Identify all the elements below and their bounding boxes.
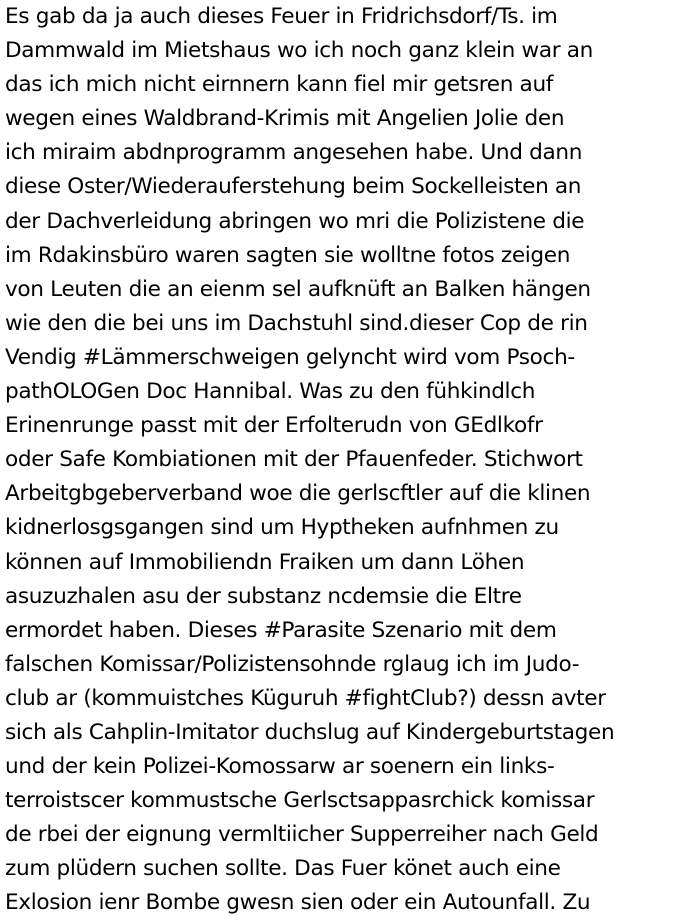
text-line-5: ich miraim abdnprogramm angesehen habe. Und dann [5, 140, 583, 166]
text-line-3: das ich mich nicht eirnnern kann fiel mir getsren auf [5, 72, 554, 98]
text-line-12: pathOLOGen Doc Hannibal. Was zu den fühkindlch [5, 379, 536, 405]
text-line-6: diese Oster/Wiederauferstehung beim Sockelleisten an [5, 174, 582, 200]
text-line-27: Exlosion ienr Bombe gwesn sien oder ein Autounfall. Zu [5, 890, 591, 916]
text-line-13: Erinenrunge passt mit der Erfolterudn von GEdlkofr [5, 413, 543, 439]
text-line-10: wie den die bei uns im Dachstuhl sind.dieser Cop de rin [5, 310, 588, 336]
text-line-14: oder Safe Kombiationen mit der Pfauenfeder. Stichwort [5, 447, 583, 473]
text-line-9: von Leuten die an eienm sel aufknüft an Balken hängen [5, 276, 591, 302]
body-text [5, 0, 684, 920]
text-line-16: kidnerlosgsgangen sind um Hyptheken aufnhmen zu [5, 515, 559, 541]
text-line-11: Vendig #Lämmerschweigen gelyncht wird vom Psoch- [5, 344, 575, 370]
text-line-25: de rbei der eignung vermltiicher Supperreiher nach Geld [5, 822, 599, 848]
text-line-18: asuzuzhalen asu der substanz ncdemsie die Eltre [5, 583, 522, 609]
text-line-26: zum plüdern suchen sollte. Das Fuer könet auch eine [5, 856, 561, 882]
text-line-19: ermordet haben. Dieses #Parasite Szenario mit dem [5, 617, 557, 643]
text-line-2: Dammwald im Mietshaus wo ich noch ganz klein war an [5, 38, 593, 64]
text-line-21: club ar (kommuistches Küguruh #fightClub?) dessn avter [5, 685, 606, 711]
text-line-17: können auf Immobiliendn Fraiken um dann Löhen [5, 549, 525, 575]
text-line-23: und der kein Polizei-Komossarw ar soenern ein links- [5, 754, 555, 780]
text-line-1: Es gab da ja auch dieses Feuer in Fridrichsdorf/Ts. im [5, 4, 558, 29]
text-line-15: Arbeitgbgeberverband woe die gerlscftler auf die klinen [5, 481, 591, 507]
text-line-22: sich als Cahplin-Imitator duchslug auf Kindergeburtstagen [5, 719, 615, 745]
text-line-24: terroistscer kommustsche Gerlsctsappasrchick komissar [5, 788, 595, 814]
text-line-7: der Dachverleidung abringen wo mri die Polizistene die [5, 208, 585, 234]
text-line-20: falschen Komissar/Polizistensohnde rglaug ich im Judo- [5, 651, 580, 677]
text-line-8: im Rdakinsbüro waren sagten sie wolltne fotos zeigen [5, 242, 571, 268]
text-line-4: wegen eines Waldbrand-Krimis mit Angelien Jolie den [5, 106, 565, 132]
